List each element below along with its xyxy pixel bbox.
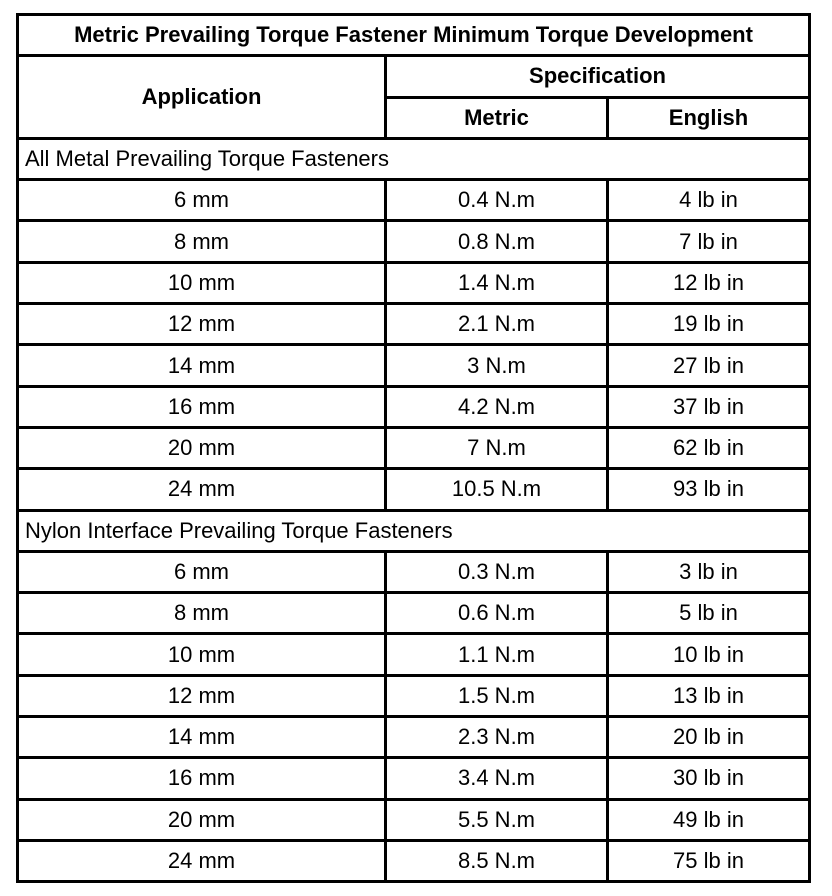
application-cell: 12 mm	[18, 304, 386, 345]
metric-cell: 5.5 N.m	[386, 799, 608, 840]
metric-cell: 0.6 N.m	[386, 593, 608, 634]
english-cell: 30 lb in	[608, 758, 810, 799]
english-cell: 5 lb in	[608, 593, 810, 634]
english-cell: 37 lb in	[608, 386, 810, 427]
header-english: English	[608, 97, 810, 138]
english-cell: 19 lb in	[608, 304, 810, 345]
application-cell: 14 mm	[18, 345, 386, 386]
application-cell: 12 mm	[18, 675, 386, 716]
metric-cell: 2.1 N.m	[386, 304, 608, 345]
section-row	[18, 510, 810, 551]
table-title: Metric Prevailing Torque Fastener Minimum Torque Development	[18, 15, 810, 56]
table-row	[18, 262, 810, 303]
english-cell: 49 lb in	[608, 799, 810, 840]
application-cell: 14 mm	[18, 717, 386, 758]
table-row	[18, 799, 810, 840]
section-row	[18, 138, 810, 179]
metric-cell: 0.8 N.m	[386, 221, 608, 262]
metric-cell: 3.4 N.m	[386, 758, 608, 799]
table-row	[18, 304, 810, 345]
table-row	[18, 180, 810, 221]
application-cell: 24 mm	[18, 840, 386, 881]
header-specification: Specification	[386, 56, 810, 97]
application-cell: 24 mm	[18, 469, 386, 510]
english-cell: 3 lb in	[608, 551, 810, 592]
application-cell: 20 mm	[18, 799, 386, 840]
application-cell: 16 mm	[18, 386, 386, 427]
table-row	[18, 221, 810, 262]
metric-cell: 0.3 N.m	[386, 551, 608, 592]
metric-cell: 7 N.m	[386, 427, 608, 468]
title-row	[18, 15, 810, 56]
metric-cell: 0.4 N.m	[386, 180, 608, 221]
application-cell: 20 mm	[18, 427, 386, 468]
table-row	[18, 758, 810, 799]
table-row	[18, 551, 810, 592]
metric-cell: 4.2 N.m	[386, 386, 608, 427]
application-cell: 6 mm	[18, 180, 386, 221]
application-cell: 10 mm	[18, 634, 386, 675]
english-cell: 13 lb in	[608, 675, 810, 716]
english-cell: 10 lb in	[608, 634, 810, 675]
header-metric: Metric	[386, 97, 608, 138]
application-cell: 8 mm	[18, 593, 386, 634]
section-title: Nylon Interface Prevailing Torque Fasteners	[18, 510, 810, 551]
english-cell: 20 lb in	[608, 717, 810, 758]
metric-cell: 10.5 N.m	[386, 469, 608, 510]
table-row	[18, 345, 810, 386]
table-row	[18, 427, 810, 468]
section-title: All Metal Prevailing Torque Fasteners	[18, 138, 810, 179]
application-cell: 6 mm	[18, 551, 386, 592]
english-cell: 12 lb in	[608, 262, 810, 303]
english-cell: 4 lb in	[608, 180, 810, 221]
application-cell: 8 mm	[18, 221, 386, 262]
table-row	[18, 469, 810, 510]
metric-cell: 3 N.m	[386, 345, 608, 386]
table-row	[18, 593, 810, 634]
header-application: Application	[18, 56, 386, 139]
english-cell: 7 lb in	[608, 221, 810, 262]
metric-cell: 2.3 N.m	[386, 717, 608, 758]
metric-cell: 1.4 N.m	[386, 262, 608, 303]
torque-spec-table	[16, 13, 811, 883]
metric-cell: 1.1 N.m	[386, 634, 608, 675]
english-cell: 75 lb in	[608, 840, 810, 881]
metric-cell: 1.5 N.m	[386, 675, 608, 716]
header-row-1	[18, 56, 810, 97]
english-cell: 93 lb in	[608, 469, 810, 510]
english-cell: 62 lb in	[608, 427, 810, 468]
application-cell: 16 mm	[18, 758, 386, 799]
table-row	[18, 634, 810, 675]
table-row	[18, 675, 810, 716]
table-row	[18, 386, 810, 427]
english-cell: 27 lb in	[608, 345, 810, 386]
metric-cell: 8.5 N.m	[386, 840, 608, 881]
application-cell: 10 mm	[18, 262, 386, 303]
table-row	[18, 717, 810, 758]
table-row	[18, 840, 810, 881]
